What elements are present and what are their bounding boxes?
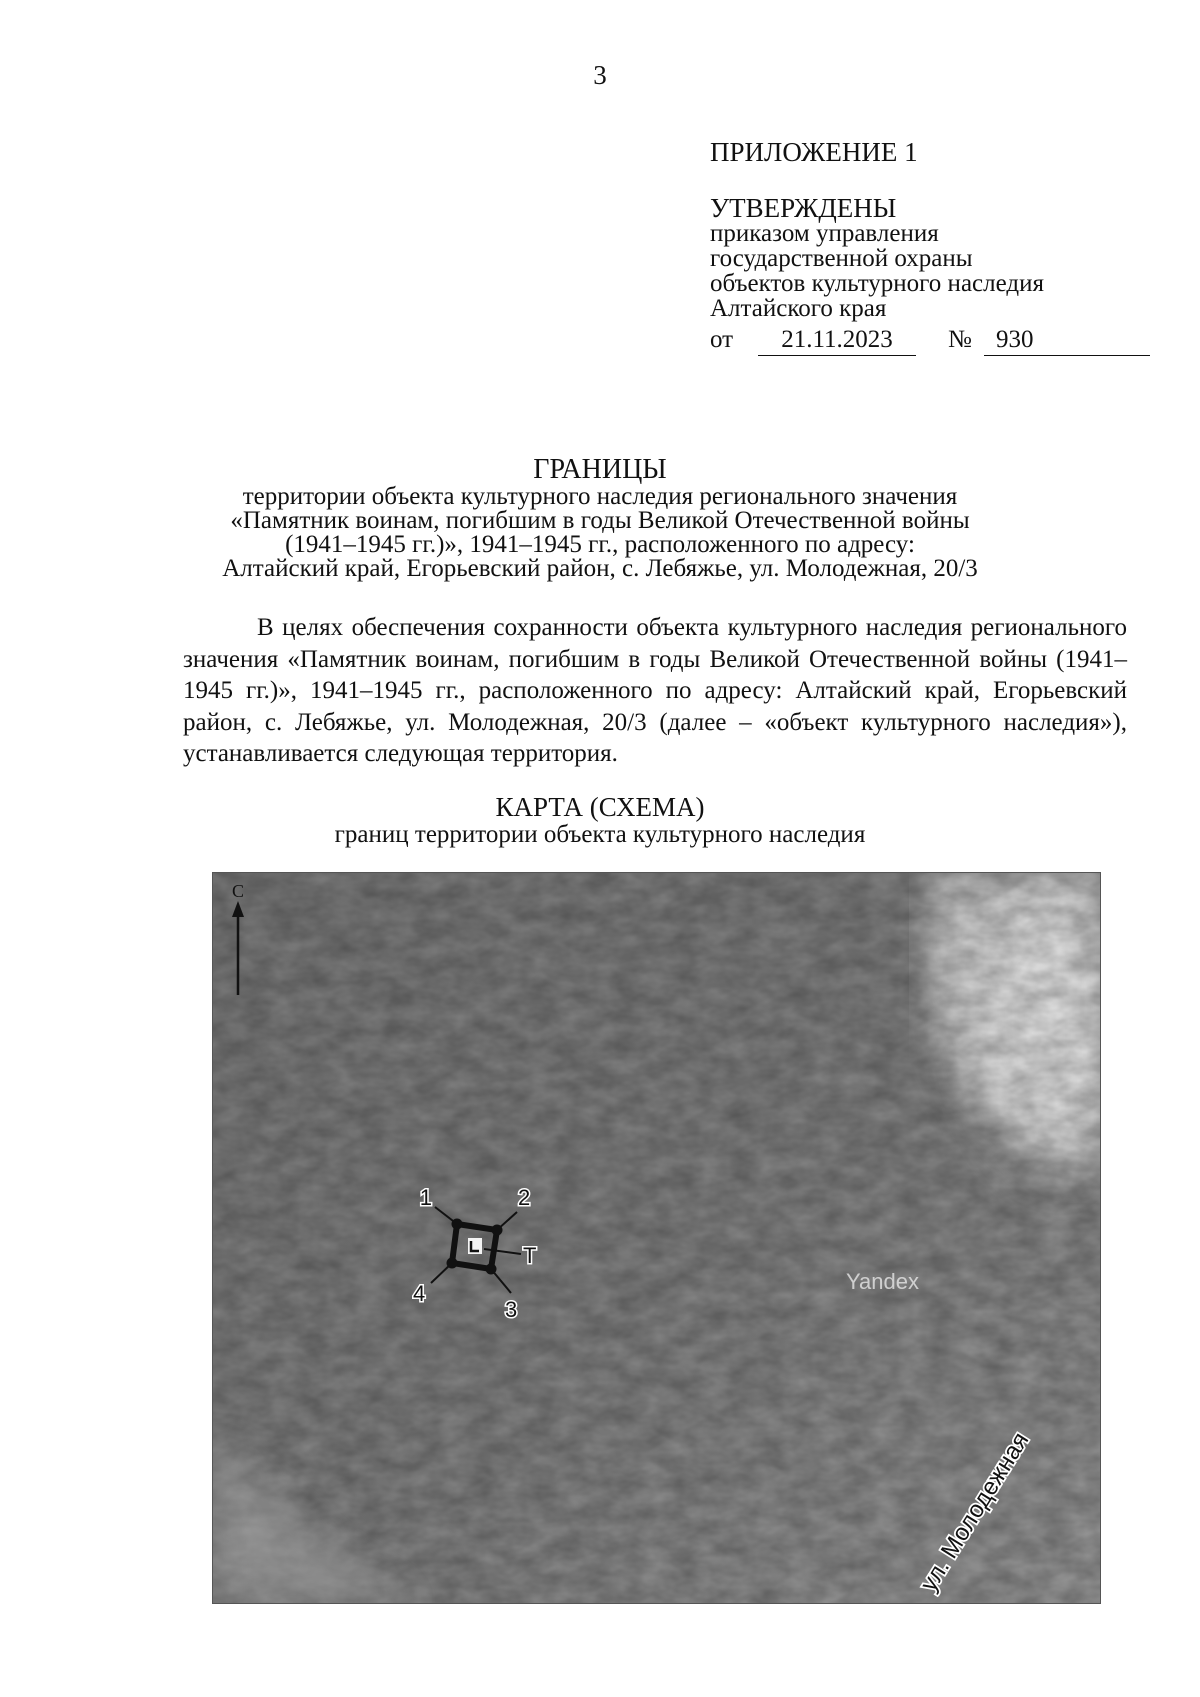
order-number: 930 — [984, 327, 1150, 356]
body-paragraph: В целях обеспечения сохранности объекта культурного наследия регионального значения «Памятник воинам, погибшим в годы Великой Отечественной войны (1941–1945 гг.)», 1941–1945 гг., расположенного по адресу: Алтайский край, Егорьевский район, с. Лебяжье, ул. Молодежная, 20/3 (далее – «объект культурного наследия»), устанавливается следующая территория. — [183, 614, 1127, 767]
point-label: 2 — [518, 1185, 531, 1210]
approval-line: приказом управления — [710, 220, 939, 247]
order-date: 21.11.2023 — [758, 327, 916, 356]
heading-line: Алтайский край, Егорьевский район, с. Лебяжье, ул. Молодежная, 20/3 — [222, 555, 978, 582]
object-label: Т — [523, 1243, 537, 1268]
approval-line: государственной охраны — [710, 245, 973, 272]
monument-icon — [468, 1238, 482, 1254]
map-title: КАРТА (СХЕМА) — [495, 792, 705, 822]
satellite-map — [213, 873, 1100, 1603]
map-subtitle: границ территории объекта культурного наследия — [334, 821, 866, 848]
point-label: 3 — [505, 1297, 518, 1322]
heading-line: территории объекта культурного наследия регионального значения — [242, 483, 958, 510]
approved-label: УТВЕРЖДЕНЫ — [710, 193, 897, 223]
heading-line: «Памятник воинам, погибшим в годы Великой Отечественной войны — [230, 507, 970, 534]
street-label: ул. Молодежная — [915, 1427, 1035, 1597]
map-texture — [213, 873, 1100, 1603]
order-line — [710, 327, 1150, 361]
north-label: С — [231, 881, 245, 901]
map-scheme — [212, 872, 1101, 1604]
approval-block — [710, 137, 1150, 361]
number-sign: № — [948, 326, 972, 353]
approval-line: объектов культурного наследия — [710, 270, 1044, 297]
page-number: 3 — [593, 60, 607, 90]
approval-line: Алтайского края — [710, 295, 887, 322]
map-watermark: Yandex — [846, 1269, 919, 1294]
map-heading — [0, 794, 1200, 848]
heading-line: (1941–1945 гг.)», 1941–1945 гг., расположенного по адресу: — [285, 531, 915, 558]
point-label: 1 — [419, 1185, 432, 1210]
heading-block — [0, 455, 1200, 581]
from-label: от — [710, 326, 734, 353]
annex-label: ПРИЛОЖЕНИЕ 1 — [710, 137, 918, 167]
point-label: 4 — [413, 1281, 426, 1306]
heading-title: ГРАНИЦЫ — [533, 454, 667, 485]
